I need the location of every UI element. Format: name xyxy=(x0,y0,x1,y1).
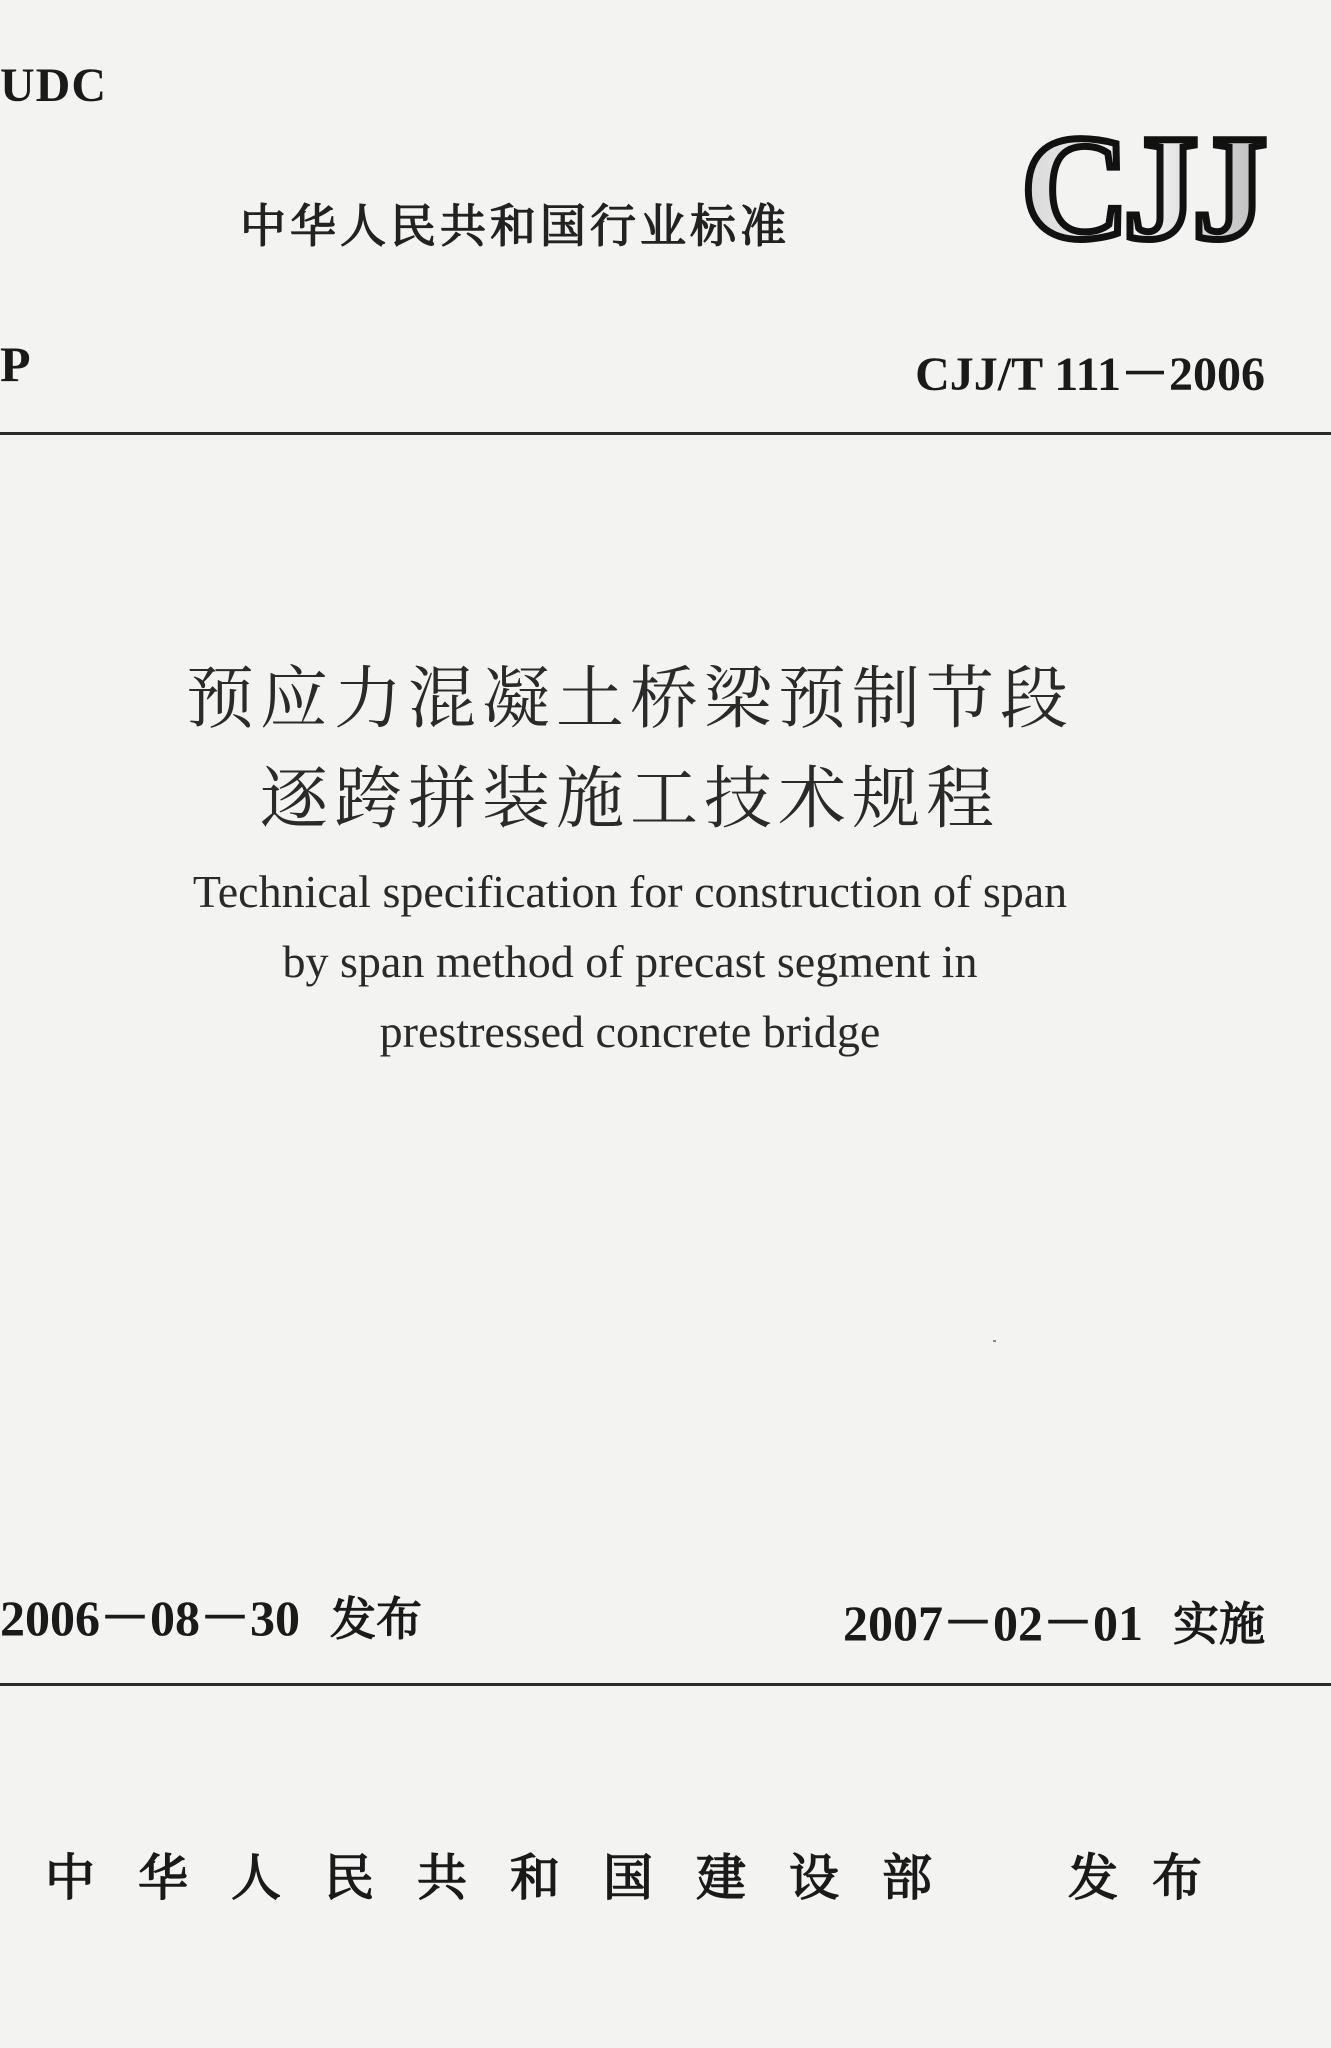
effective-date: 2007－02－01 xyxy=(843,1595,1143,1651)
effective-label: 实施 xyxy=(1173,1597,1265,1651)
classification-code: P xyxy=(0,336,31,392)
title-en-line2: by span method of precast segment in xyxy=(282,936,978,987)
udc-label: UDC xyxy=(0,59,107,112)
scan-speck xyxy=(993,1340,996,1342)
title-cn-line2: 逐跨拼装施工技术规程 xyxy=(259,760,1000,839)
top-divider xyxy=(0,432,1331,435)
publisher-action: 发布 xyxy=(1068,1849,1236,1907)
industry-standard-heading: 中华人民共和国行业标准 xyxy=(240,199,790,253)
effective-date-block xyxy=(843,1583,1265,1655)
cjj-logo xyxy=(1015,120,1270,250)
bottom-divider xyxy=(0,1683,1331,1686)
publisher-name: 中华人民共和国建设部 xyxy=(45,1849,975,1907)
issue-label: 发布 xyxy=(330,1592,422,1646)
title-en-line1: Technical specification for construction of span xyxy=(192,866,1068,917)
standard-number: CJJ/T 111－2006 xyxy=(915,348,1265,401)
issue-date: 2006－08－30 xyxy=(0,1590,300,1646)
title-en-line3: prestressed concrete bridge xyxy=(379,1006,881,1057)
logo-text: CJJ xyxy=(1021,120,1262,250)
issue-date-block xyxy=(0,1578,422,1650)
title-cn-line1: 预应力混凝土桥梁预制节段 xyxy=(185,660,1074,739)
